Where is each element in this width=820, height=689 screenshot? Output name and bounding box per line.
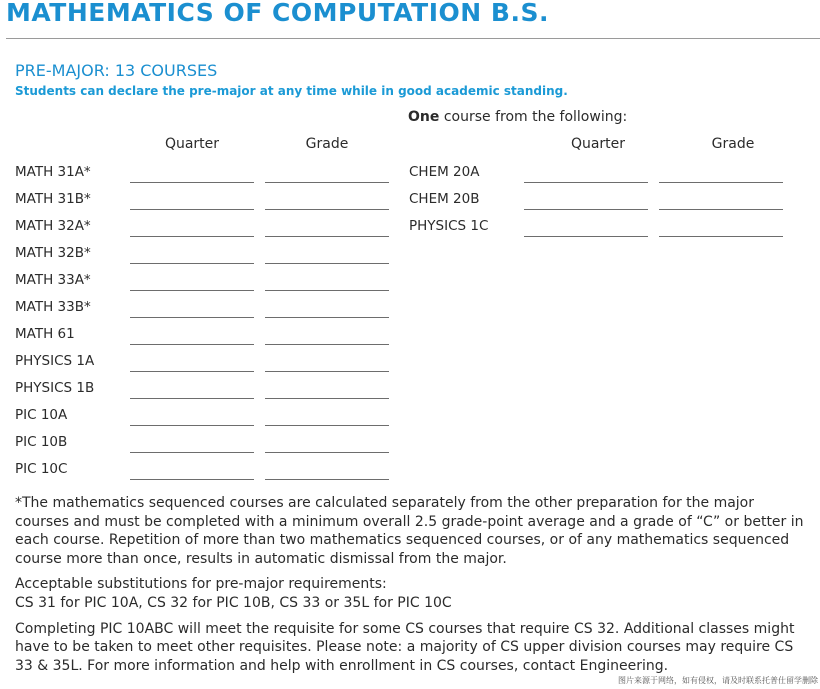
elective-quarter-header: Quarter (570, 136, 626, 152)
course-row (15, 216, 415, 243)
pre-major-subheading: Students can declare the pre-major at any time while in good academic standing. (15, 84, 568, 98)
course-row (409, 216, 809, 243)
footnote-text: *The mathematics sequenced courses are calculated separately from the other preparation for the major courses and must be completed with a minimum overall 2.5 grade-point average and a grade of “C” or better in each course. Repetition of more than two mathematics sequenced courses, or of any mathematics sequenced course more than once, results in automatic dismissal from the major. (15, 495, 804, 567)
quarter-entry-line[interactable] (524, 182, 648, 183)
elective-intro-bold: One (408, 109, 440, 125)
pre-major-quarter-header: Quarter (164, 136, 220, 152)
course-name: MATH 61 (15, 326, 75, 342)
grade-entry-line[interactable] (265, 236, 389, 237)
quarter-entry-line[interactable] (130, 425, 254, 426)
course-name: MATH 31A* (15, 164, 91, 180)
quarter-entry-line[interactable] (130, 317, 254, 318)
elective-intro (408, 109, 627, 125)
pre-major-grade-header: Grade (305, 136, 349, 152)
course-name: PIC 10A (15, 407, 68, 423)
course-row (15, 162, 415, 189)
course-row (15, 243, 415, 270)
course-name: MATH 32A* (15, 218, 91, 234)
pre-major-heading: PRE-MAJOR: 13 COURSES (15, 61, 218, 80)
course-name: PHYSICS 1C (409, 218, 489, 234)
course-row (15, 378, 415, 405)
quarter-entry-line[interactable] (130, 263, 254, 264)
quarter-entry-line[interactable] (524, 209, 648, 210)
quarter-entry-line[interactable] (130, 236, 254, 237)
course-row (15, 324, 415, 351)
quarter-entry-line[interactable] (524, 236, 648, 237)
course-row (15, 432, 415, 459)
course-row (15, 351, 415, 378)
course-row (15, 405, 415, 432)
substitutions-title: Acceptable substitutions for pre-major requirements: (15, 576, 387, 593)
quarter-entry-line[interactable] (130, 452, 254, 453)
grade-entry-line[interactable] (265, 425, 389, 426)
course-name: PIC 10C (15, 461, 68, 477)
course-row (15, 270, 415, 297)
grade-entry-line[interactable] (659, 236, 783, 237)
grade-entry-line[interactable] (265, 182, 389, 183)
pic-note-text: Completing PIC 10ABC will meet the requisite for some CS courses that require CS 32. Additional classes might have to be taken to meet other requisites. Please note: a majority of CS upper division courses may require CS 33 & 35L. For more information and help with enrollment in CS courses, contact Engineering. (15, 620, 795, 674)
course-name: PHYSICS 1A (15, 353, 95, 369)
quarter-entry-line[interactable] (130, 479, 254, 480)
grade-entry-line[interactable] (265, 317, 389, 318)
grade-entry-line[interactable] (265, 398, 389, 399)
elective-grade-header: Grade (711, 136, 755, 152)
course-name: PIC 10B (15, 434, 68, 450)
course-name: MATH 33B* (15, 299, 91, 315)
grade-entry-line[interactable] (265, 344, 389, 345)
substitutions-text: CS 31 for PIC 10A, CS 32 for PIC 10B, CS 33 or 35L for PIC 10C (15, 594, 452, 611)
course-name: MATH 31B* (15, 191, 91, 207)
course-name: CHEM 20B (409, 191, 480, 207)
course-name: MATH 33A* (15, 272, 91, 288)
page-title: MATHEMATICS OF COMPUTATION B.S. (6, 0, 549, 27)
elective-intro-text: course from the following: (439, 109, 628, 125)
watermark-text: 图片来源于网络，如有侵权，请及时联系托普仕留学删除 (618, 676, 818, 685)
course-name: PHYSICS 1B (15, 380, 95, 396)
course-row (15, 189, 415, 216)
course-name: CHEM 20A (409, 164, 480, 180)
quarter-entry-line[interactable] (130, 344, 254, 345)
course-row (409, 162, 809, 189)
course-row (15, 297, 415, 324)
grade-entry-line[interactable] (265, 290, 389, 291)
grade-entry-line[interactable] (265, 371, 389, 372)
course-name: MATH 32B* (15, 245, 91, 261)
notes-section (15, 494, 805, 682)
grade-entry-line[interactable] (265, 209, 389, 210)
grade-entry-line[interactable] (659, 209, 783, 210)
quarter-entry-line[interactable] (130, 182, 254, 183)
course-row (15, 459, 415, 486)
quarter-entry-line[interactable] (130, 209, 254, 210)
quarter-entry-line[interactable] (130, 371, 254, 372)
grade-entry-line[interactable] (265, 452, 389, 453)
course-row (409, 189, 809, 216)
title-divider (6, 38, 820, 39)
grade-entry-line[interactable] (265, 479, 389, 480)
quarter-entry-line[interactable] (130, 398, 254, 399)
grade-entry-line[interactable] (265, 263, 389, 264)
quarter-entry-line[interactable] (130, 290, 254, 291)
grade-entry-line[interactable] (659, 182, 783, 183)
